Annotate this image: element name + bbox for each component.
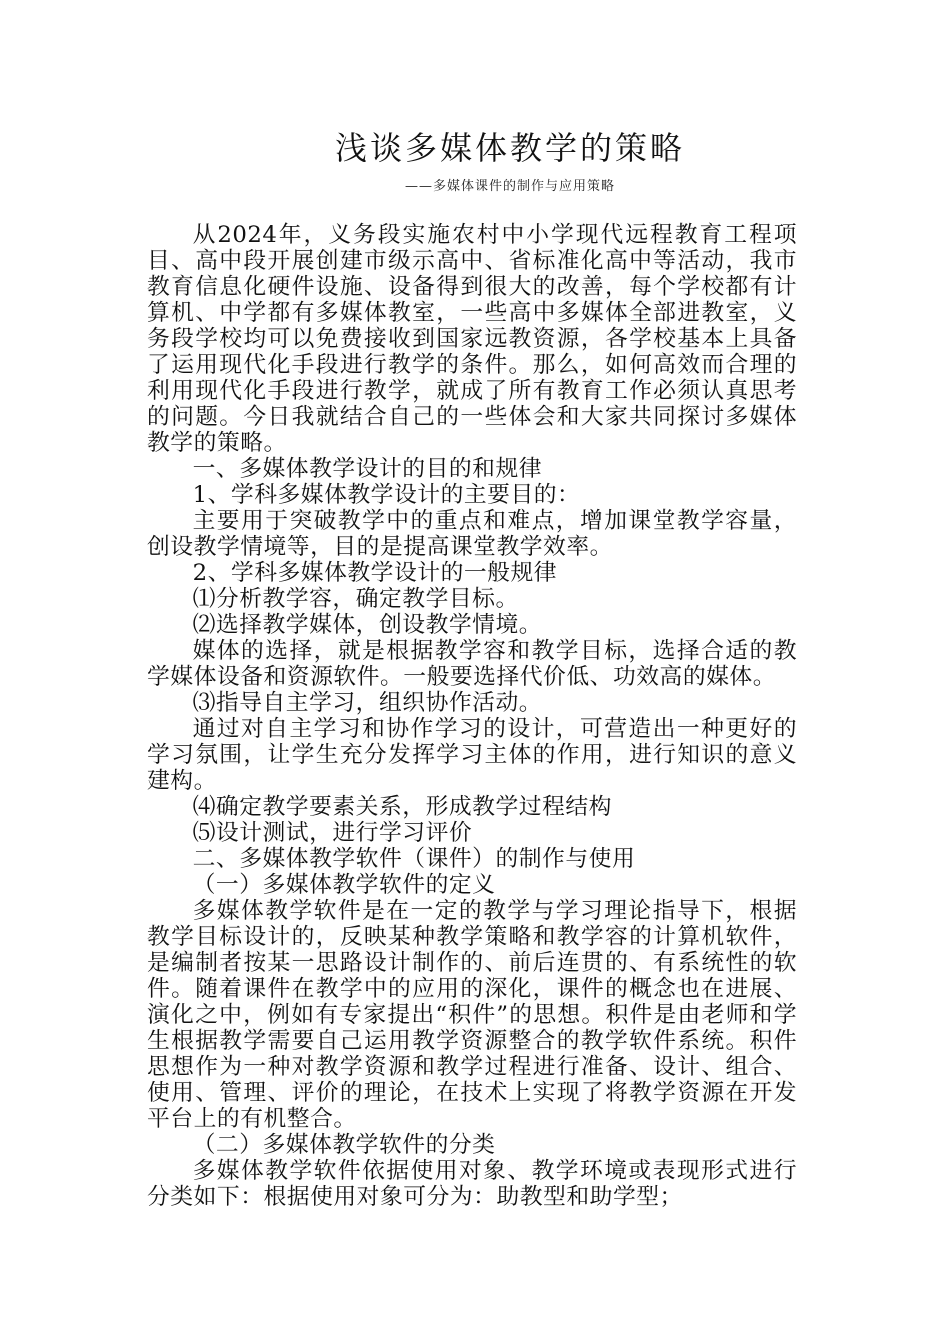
list-item-4: ⑷确定教学要素关系，形成教学过程结构 — [192, 794, 612, 820]
heading-1-2: 2、学科多媒体教学设计的一般规律 — [192, 560, 558, 586]
paragraph-purpose: 主要用于突破教学中的重点和难点，增加课堂教学容量，创设教学情境等，目的是提高课堂教学效率。 — [147, 508, 797, 560]
list-item-5: ⑸设计测试，进行学习评价 — [192, 820, 473, 846]
paragraph-definition: 多媒体教学软件是在一定的教学与学习理论指导下，根据教学目标设计的，反映某种教学策略和教学容的计算机软件，是编制者按某一思路设计制作的、前后连贯的、有系统性的软件。随着课件在教学中的应用的深化，课件的概念也在进展、演化之中，例如有专家提出“积件”的思想。积件是由老师和学生根据教学需要自己运用教学资源整合的教学软件系统。积件思想作为一种对教学资源和教学过程进行准备、设计、组合、使用、管理、评价的理论，在技术上实现了将教学资源在开发平台上的有机整合。 — [147, 898, 797, 1132]
paragraph-classification: 多媒体教学软件依据使用对象、教学环境或表现形式进行分类如下：根据使用对象可分为：助教型和助学型； — [147, 1158, 797, 1210]
document-subtitle: ——多媒体课件的制作与应用策略 — [404, 179, 615, 194]
heading-section-1: 一、多媒体教学设计的目的和规律 — [192, 456, 543, 482]
heading-2-1: （一）多媒体教学软件的定义 — [192, 872, 496, 898]
paragraph-collaboration: 通过对自主学习和协作学习的设计，可营造出一种更好的学习氛围，让学生充分发挥学习主体的作用，进行知识的意义建构。 — [147, 716, 797, 794]
heading-1-1: 1、学科多媒体教学设计的主要目的： — [192, 482, 581, 508]
heading-2-2: （二）多媒体教学软件的分类 — [192, 1132, 496, 1158]
list-item-3: ⑶指导自主学习，组织协作活动。 — [192, 690, 543, 716]
list-item-2: ⑵选择教学媒体，创设教学情境。 — [192, 612, 543, 638]
document-body — [147, 222, 797, 1210]
heading-section-2: 二、多媒体教学软件（课件）的制作与使用 — [192, 846, 636, 872]
paragraph-media-selection: 媒体的选择，就是根据教学容和教学目标，选择合适的教学媒体设备和资源软件。一般要选择代价低、功效高的媒体。 — [147, 638, 797, 690]
list-item-1: ⑴分析教学容，确定教学目标。 — [192, 586, 519, 612]
paragraph-intro: 从2024年，义务段实施农村中小学现代远程教育工程项目、高中段开展创建市级示高中、省标准化高中等活动，我市教育信息化硬件设施、设备得到很大的改善，每个学校都有计算机、中学都有多媒体教室，一些高中多媒体全部进教室，义务段学校均可以免费接收到国家远教资源，各学校基本上具备了运用现代化手段进行教学的条件。那么，如何高效而合理的利用现代化手段进行教学，就成了所有教育工作必须认真思考的问题。今日我就结合自己的一些体会和大家共同探讨多媒体教学的策略。 — [147, 222, 797, 456]
document-title: 浅谈多媒体教学的策略 — [334, 129, 685, 167]
